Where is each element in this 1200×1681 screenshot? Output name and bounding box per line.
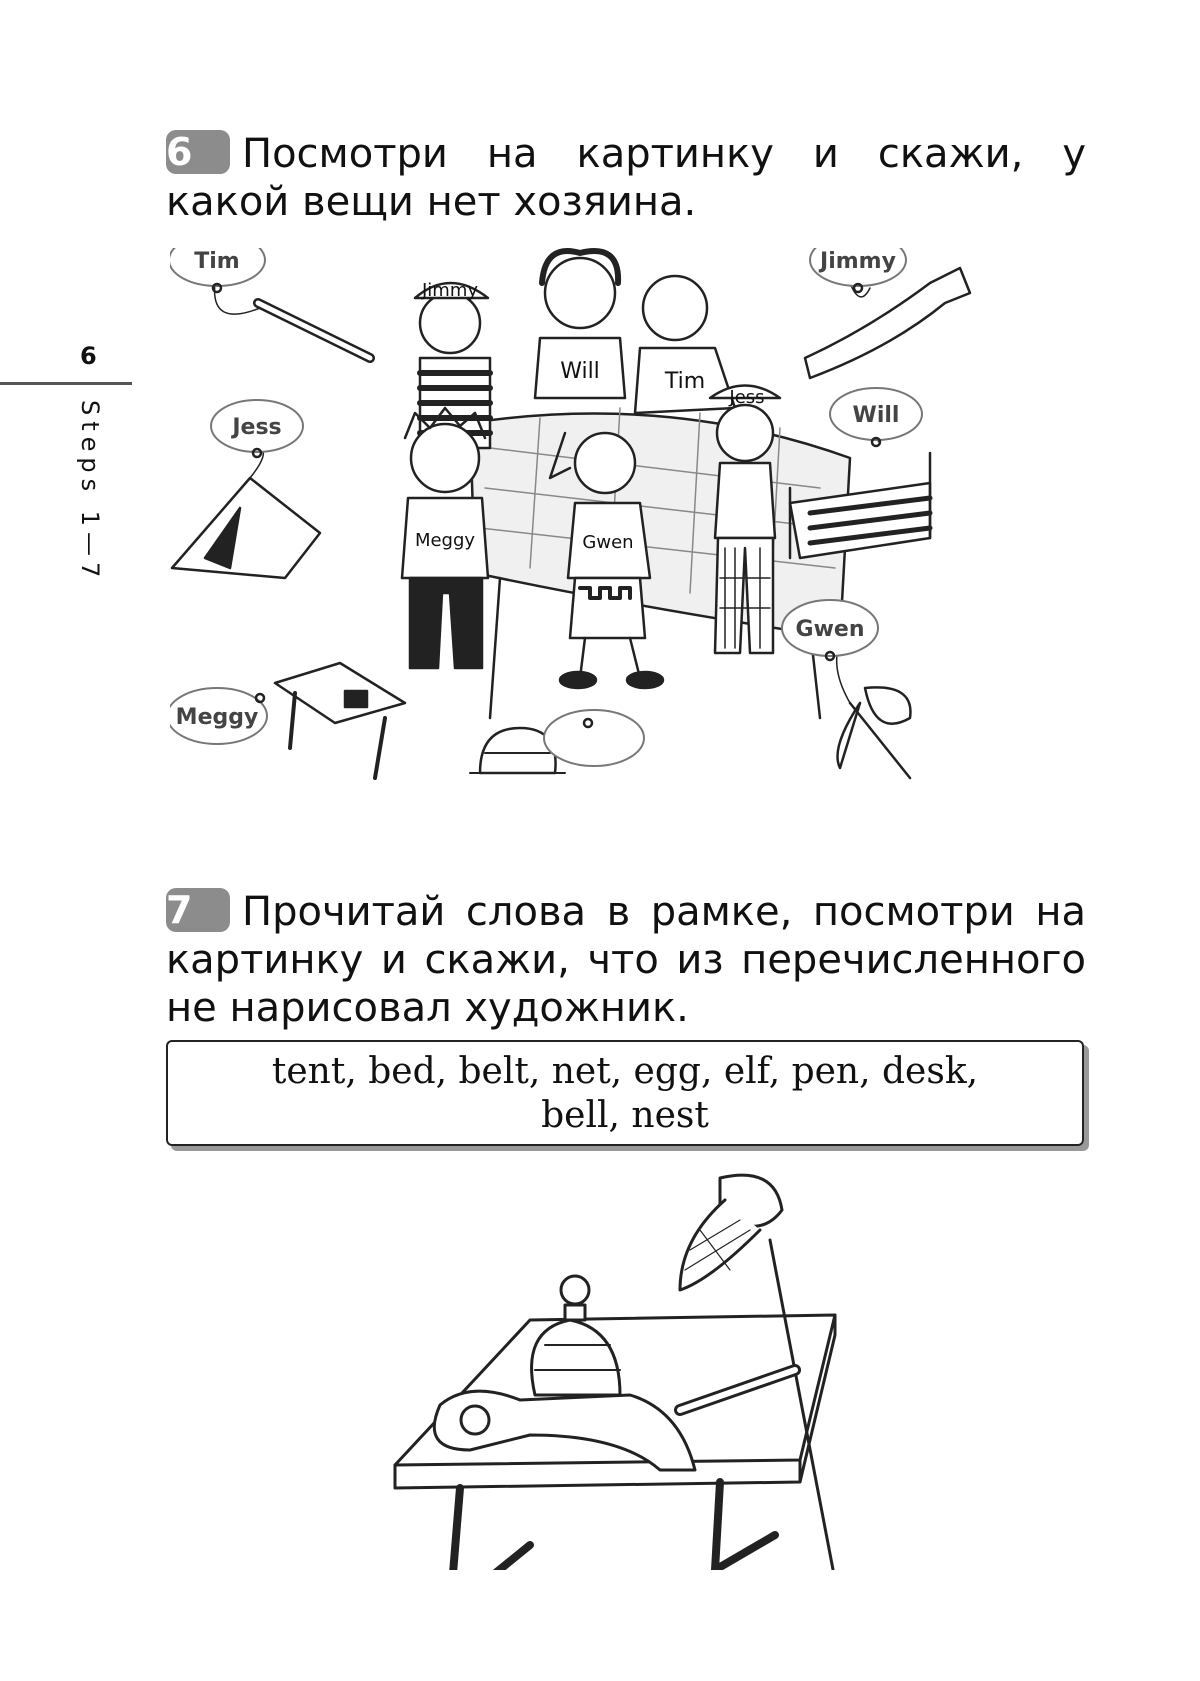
tag-meggy-label: Meggy <box>175 705 259 730</box>
exercise-6 <box>166 130 1086 226</box>
tag-tim-label: Tim <box>194 249 240 274</box>
exercise-6-instruction: 6 Посмотри на картинку и скажи, у какой вещи нет хозяина. <box>166 130 1086 225</box>
tag-empty <box>544 710 644 766</box>
desk-leg-right <box>715 1482 775 1570</box>
section-label: Steps 1—7 <box>76 400 104 584</box>
page-number: 6 <box>80 342 97 370</box>
exercise-7-number: 7 <box>166 888 230 932</box>
tag-jimmy-label: Jimmy <box>820 249 896 274</box>
exercise-7-instruction: 7 Прочитай слова в рамке, посмотри на картинку и скажи, что из перечисленного не нарисовал художник. <box>166 888 1086 1031</box>
shirt-will: Will <box>560 359 600 384</box>
tag-will-label: Will <box>852 403 900 428</box>
desk-leg-left <box>415 1488 530 1570</box>
shirt-tim: Tim <box>664 369 706 394</box>
shirt-jimmy: Jimmy <box>421 280 479 301</box>
shirt-meggy: Meggy <box>414 530 476 551</box>
owners-illustration <box>170 248 1070 848</box>
exercise-6-number: 6 <box>166 130 230 174</box>
belt-icon <box>805 268 970 378</box>
shirt-gwen: Gwen <box>582 532 634 553</box>
net-icon <box>850 687 910 778</box>
tent-icon <box>172 478 320 578</box>
word-list-line-2: bell, nest <box>541 1095 709 1136</box>
word-box <box>166 1040 1084 1146</box>
desk-illustration <box>380 1170 860 1570</box>
margin-rule <box>0 382 132 385</box>
exercise-7 <box>166 888 1086 1032</box>
word-list-line-1: tent, bed, belt, net, egg, elf, pen, desk, <box>271 1051 979 1092</box>
shirt-jess: Jess <box>729 387 765 408</box>
tag-jess-label: Jess <box>232 415 282 440</box>
tag-gwen-label: Gwen <box>795 617 865 642</box>
